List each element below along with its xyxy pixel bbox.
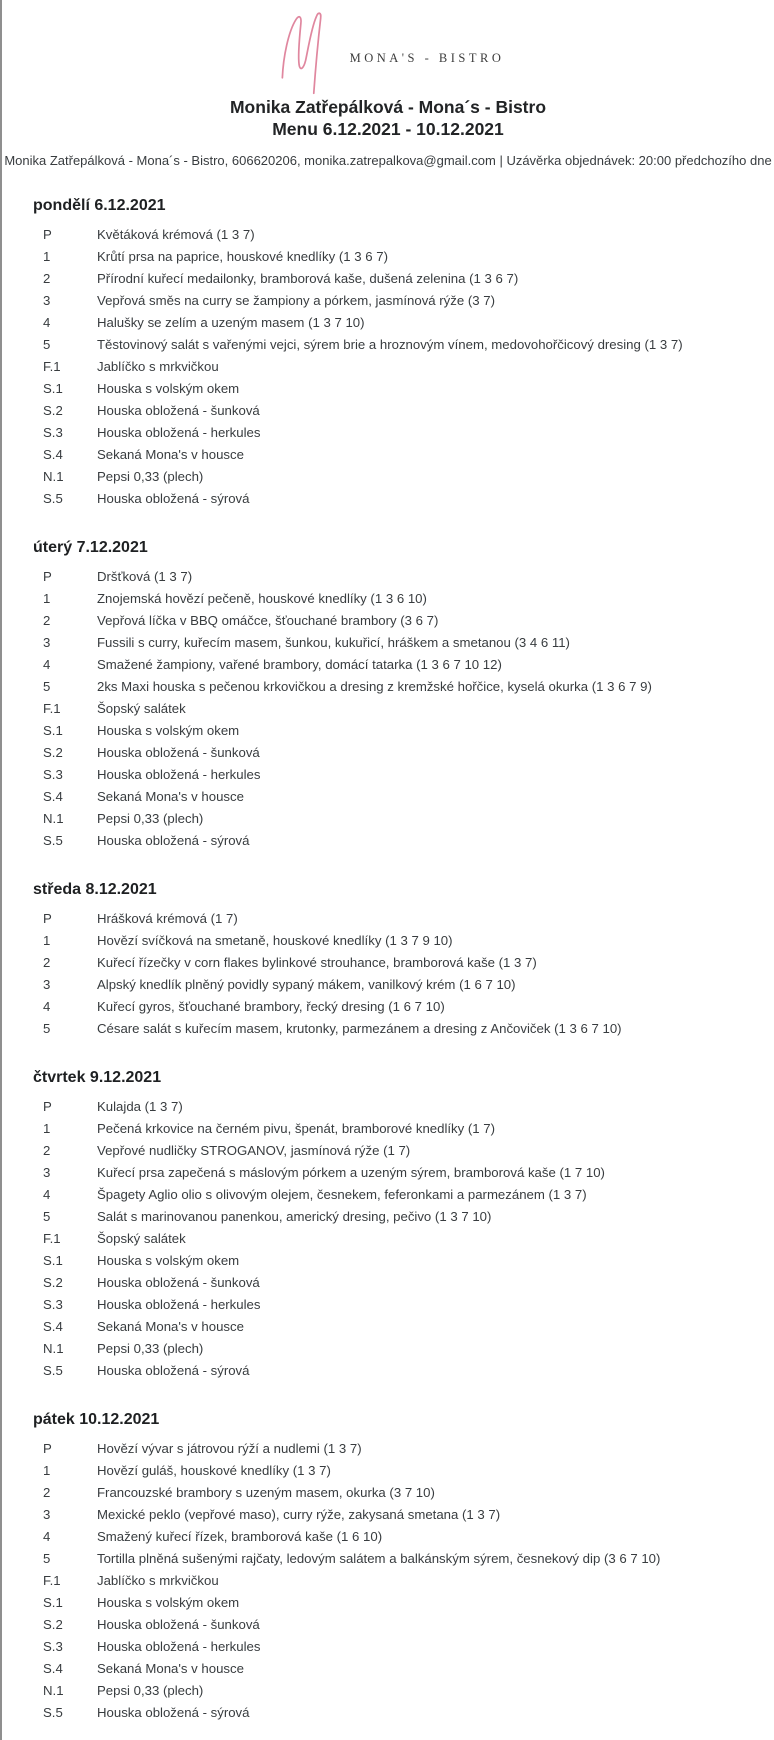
menu-row-code: S.3 bbox=[43, 425, 63, 440]
menu-row bbox=[33, 764, 764, 786]
menu-row-text: Houska obložená - šunková bbox=[97, 403, 260, 418]
menu-row-code: 3 bbox=[43, 635, 51, 650]
menu-row bbox=[33, 654, 764, 676]
menu-row-text: Pepsi 0,33 (plech) bbox=[97, 1341, 204, 1356]
menu-row bbox=[33, 1504, 764, 1526]
menu-row-code: 4 bbox=[43, 657, 51, 672]
menu-row-text: Špagety Aglio olio s olivovým olejem, česnekem, feferonkami a parmezánem (1 3 7) bbox=[97, 1187, 587, 1202]
menu-row-text: Houska obložená - šunková bbox=[97, 1617, 260, 1632]
menu-row-code: P bbox=[43, 227, 52, 242]
menu-row-code: 4 bbox=[43, 315, 51, 330]
menu-row-code: S.4 bbox=[43, 1319, 63, 1334]
menu-row bbox=[33, 1702, 764, 1724]
menu-row bbox=[33, 786, 764, 808]
menu-row-text: Kuřecí gyros, šťouchané brambory, řecký dresing (1 6 7 10) bbox=[97, 999, 445, 1014]
menu-row-text: Houska obložená - sýrová bbox=[97, 1363, 250, 1378]
menu-row-text: 2ks Maxi houska s pečenou krkovičkou a dresing z kremžské hořčice, kyselá okurka (1 3 6 7 9) bbox=[97, 679, 652, 694]
menu-row-code: S.2 bbox=[43, 1275, 63, 1290]
menu-row-code: S.3 bbox=[43, 1639, 63, 1654]
menu-row-text: Houska obložená - herkules bbox=[97, 1297, 261, 1312]
menu-row-code: 5 bbox=[43, 1551, 51, 1566]
page-title: Monika Zatřepálková - Mona´s - Bistro bbox=[229, 97, 547, 117]
menu-row-code: 2 bbox=[43, 955, 51, 970]
day-section bbox=[2, 1410, 774, 1724]
menu-row bbox=[33, 268, 764, 290]
menu-row-text: Těstovinový salát s vařenými vejci, sýrem brie a hroznovým vínem, medovohořčicový dresing (1 3 7) bbox=[97, 337, 683, 352]
menu-row-code: 1 bbox=[43, 249, 51, 264]
menu-row-code: F.1 bbox=[43, 1573, 61, 1588]
title-block bbox=[2, 96, 774, 140]
menu-row-text: Sekaná Mona's v housce bbox=[97, 1319, 244, 1334]
menu-row bbox=[33, 1460, 764, 1482]
menu-row-text: Smažené žampiony, vařené brambory, domácí tatarka (1 3 6 7 10 12) bbox=[97, 657, 502, 672]
day-section bbox=[2, 880, 774, 1040]
days-container bbox=[2, 196, 774, 1724]
menu-row-text: Hovězí guláš, houskové knedlíky (1 3 7) bbox=[97, 1463, 331, 1478]
menu-row bbox=[33, 830, 764, 852]
menu-row-text: Šopský salátek bbox=[97, 701, 186, 716]
menu-row bbox=[33, 1162, 764, 1184]
menu-row-code: 4 bbox=[43, 1529, 51, 1544]
menu-row-code: S.4 bbox=[43, 1661, 63, 1676]
menu-row-code: 3 bbox=[43, 977, 51, 992]
menu-row bbox=[33, 808, 764, 830]
menu-row-text: Houska obložená - šunková bbox=[97, 1275, 260, 1290]
menu-row bbox=[33, 334, 764, 356]
day-rows bbox=[33, 566, 764, 852]
menu-row bbox=[33, 1228, 764, 1250]
menu-row-text: Fussili s curry, kuřecím masem, šunkou, kukuřicí, hráškem a smetanou (3 4 6 11) bbox=[97, 635, 570, 650]
menu-row bbox=[33, 996, 764, 1018]
day-header: středa 8.12.2021 bbox=[33, 881, 157, 898]
menu-row-code: S.4 bbox=[43, 447, 63, 462]
day-section bbox=[2, 1068, 774, 1382]
menu-row bbox=[33, 444, 764, 466]
menu-row bbox=[33, 312, 764, 334]
menu-row bbox=[33, 588, 764, 610]
menu-row-code: S.3 bbox=[43, 767, 63, 782]
menu-row bbox=[33, 1140, 764, 1162]
menu-row-text: Kuřecí prsa zapečená s máslovým pórkem a uzeným sýrem, bramborová kaše (1 7 10) bbox=[97, 1165, 605, 1180]
menu-row-code: P bbox=[43, 1099, 52, 1114]
menu-row-text: Hrášková krémová (1 7) bbox=[97, 911, 238, 926]
menu-row bbox=[33, 952, 764, 974]
menu-row-text: Houska obložená - sýrová bbox=[97, 491, 250, 506]
menu-row-text: Houska s volským okem bbox=[97, 723, 240, 738]
menu-row-text: Jablíčko s mrkvičkou bbox=[97, 359, 219, 374]
menu-row-code: N.1 bbox=[43, 811, 64, 826]
menu-row bbox=[33, 1338, 764, 1360]
menu-row bbox=[33, 1548, 764, 1570]
menu-row bbox=[33, 1018, 764, 1040]
menu-row-code: 5 bbox=[43, 1209, 51, 1224]
menu-row bbox=[33, 1206, 764, 1228]
menu-row-code: 1 bbox=[43, 933, 51, 948]
menu-row-code: S.2 bbox=[43, 1617, 63, 1632]
menu-row-code: F.1 bbox=[43, 1231, 61, 1246]
menu-row-code: 4 bbox=[43, 999, 51, 1014]
menu-row bbox=[33, 1184, 764, 1206]
logo bbox=[2, 0, 774, 94]
menu-row-code: S.5 bbox=[43, 1363, 63, 1378]
menu-row-text: Alpský knedlík plněný povidly sypaný mákem, vanilkový krém (1 6 7 10) bbox=[97, 977, 516, 992]
menu-row-text: Francouzské brambory s uzeným masem, okurka (3 7 10) bbox=[97, 1485, 435, 1500]
menu-row-code: F.1 bbox=[43, 701, 61, 716]
menu-row-code: 4 bbox=[43, 1187, 51, 1202]
menu-row-code: 5 bbox=[43, 337, 51, 352]
menu-row bbox=[33, 1438, 764, 1460]
menu-row-code: 5 bbox=[43, 679, 51, 694]
menu-row bbox=[33, 1272, 764, 1294]
menu-row bbox=[33, 1658, 764, 1680]
menu-row bbox=[33, 632, 764, 654]
menu-row-text: Houska obložená - šunková bbox=[97, 745, 260, 760]
menu-row bbox=[33, 566, 764, 588]
menu-row-code: S.1 bbox=[43, 1595, 63, 1610]
menu-row bbox=[33, 1614, 764, 1636]
menu-row bbox=[33, 378, 764, 400]
day-header: čtvrtek 9.12.2021 bbox=[33, 1069, 162, 1086]
menu-row-code: 3 bbox=[43, 1165, 51, 1180]
day-header: pátek 10.12.2021 bbox=[33, 1411, 160, 1428]
menu-row-text: Houska obložená - herkules bbox=[97, 425, 261, 440]
menu-row-text: Césare salát s kuřecím masem, krutonky, parmezánem a dresing z Ančoviček (1 3 6 7 10) bbox=[97, 1021, 622, 1036]
menu-row bbox=[33, 1294, 764, 1316]
menu-row bbox=[33, 422, 764, 444]
logo-text: MONA'S - BISTRO bbox=[349, 50, 505, 65]
menu-row-code: S.5 bbox=[43, 491, 63, 506]
menu-row bbox=[33, 1592, 764, 1614]
menu-row bbox=[33, 488, 764, 510]
menu-row bbox=[33, 1680, 764, 1702]
day-rows bbox=[33, 1096, 764, 1382]
menu-row-text: Vepřová líčka v BBQ omáčce, šťouchané brambory (3 6 7) bbox=[97, 613, 439, 628]
menu-row-text: Pepsi 0,33 (plech) bbox=[97, 811, 204, 826]
menu-row-text: Vepřová směs na curry se žampiony a pórkem, jasmínová rýže (3 7) bbox=[97, 293, 495, 308]
menu-row bbox=[33, 1096, 764, 1118]
menu-row-code: 2 bbox=[43, 271, 51, 286]
menu-row-text: Houska obložená - herkules bbox=[97, 767, 261, 782]
menu-row-code: F.1 bbox=[43, 359, 61, 374]
menu-row-text: Pečená krkovice na černém pivu, špenát, bramborové knedlíky (1 7) bbox=[97, 1121, 496, 1136]
menu-row-code: 2 bbox=[43, 1485, 51, 1500]
day-header: úterý 7.12.2021 bbox=[33, 539, 148, 556]
menu-row-text: Kulajda (1 3 7) bbox=[97, 1099, 183, 1114]
menu-row-text: Houska obložená - sýrová bbox=[97, 1705, 250, 1720]
menu-row-code: P bbox=[43, 569, 52, 584]
menu-row-text: Přírodní kuřecí medailonky, bramborová kaše, dušená zelenina (1 3 6 7) bbox=[97, 271, 519, 286]
day-header: pondělí 6.12.2021 bbox=[33, 197, 166, 214]
menu-row-text: Sekaná Mona's v housce bbox=[97, 447, 244, 462]
menu-row bbox=[33, 908, 764, 930]
menu-row-text: Šopský salátek bbox=[97, 1231, 186, 1246]
menu-row bbox=[33, 1118, 764, 1140]
menu-row-text: Houska s volským okem bbox=[97, 1253, 240, 1268]
menu-row bbox=[33, 1250, 764, 1272]
menu-row-text: Tortilla plněná sušenými rajčaty, ledovým salátem a balkánským sýrem, česnekový dip (3 6 7 10) bbox=[97, 1551, 661, 1566]
menu-row-code: 1 bbox=[43, 1121, 51, 1136]
menu-row-text: Jablíčko s mrkvičkou bbox=[97, 1573, 219, 1588]
menu-row-code: S.1 bbox=[43, 723, 63, 738]
menu-row-text: Houska obložená - sýrová bbox=[97, 833, 250, 848]
menu-row-code: S.5 bbox=[43, 1705, 63, 1720]
menu-row bbox=[33, 290, 764, 312]
menu-row bbox=[33, 466, 764, 488]
menu-row bbox=[33, 1316, 764, 1338]
menu-row bbox=[33, 610, 764, 632]
menu-row-code: S.4 bbox=[43, 789, 63, 804]
menu-row-text: Halušky se zelím a uzeným masem (1 3 7 10) bbox=[97, 315, 365, 330]
menu-row-code: S.3 bbox=[43, 1297, 63, 1312]
menu-row-text: Pepsi 0,33 (plech) bbox=[97, 469, 204, 484]
contact-line: Monika Zatřepálková - Mona´s - Bistro, 606620206, monika.zatrepalkova@gmail.com | Uzávěrka objednávek: 20:00 předchozího dne bbox=[4, 153, 772, 168]
menu-row-text: Dršťková (1 3 7) bbox=[97, 569, 193, 584]
menu-row-text: Houska s volským okem bbox=[97, 381, 240, 396]
menu-row bbox=[33, 1360, 764, 1382]
menu-date-range: Menu 6.12.2021 - 10.12.2021 bbox=[272, 119, 504, 139]
menu-row-text: Hovězí vývar s játrovou rýží a nudlemi (1 3 7) bbox=[97, 1441, 362, 1456]
menu-row bbox=[33, 224, 764, 246]
menu-row-text: Houska s volským okem bbox=[97, 1595, 240, 1610]
menu-row-text: Sekaná Mona's v housce bbox=[97, 789, 244, 804]
menu-row-code: N.1 bbox=[43, 1683, 64, 1698]
day-section bbox=[2, 538, 774, 852]
menu-row-text: Houska obložená - herkules bbox=[97, 1639, 261, 1654]
menu-row bbox=[33, 1570, 764, 1592]
menu-row-code: 2 bbox=[43, 613, 51, 628]
menu-row-text: Vepřové nudličky STROGANOV, jasmínová rýže (1 7) bbox=[97, 1143, 411, 1158]
menu-row-code: N.1 bbox=[43, 1341, 64, 1356]
menu-row-code: S.2 bbox=[43, 403, 63, 418]
menu-row-code: 3 bbox=[43, 1507, 51, 1522]
menu-row-text: Sekaná Mona's v housce bbox=[97, 1661, 244, 1676]
menu-row-text: Krůtí prsa na paprice, houskové knedlíky (1 3 6 7) bbox=[97, 249, 389, 264]
menu-row-code: N.1 bbox=[43, 469, 64, 484]
menu-row bbox=[33, 400, 764, 422]
menu-row-code: 3 bbox=[43, 293, 51, 308]
menu-row-text: Květáková krémová (1 3 7) bbox=[97, 227, 255, 242]
menu-row-text: Smažený kuřecí řízek, bramborová kaše (1 6 10) bbox=[97, 1529, 383, 1544]
menu-row-code: 1 bbox=[43, 1463, 51, 1478]
menu-row-code: S.2 bbox=[43, 745, 63, 760]
menu-row-text: Hovězí svíčková na smetaně, houskové knedlíky (1 3 7 9 10) bbox=[97, 933, 453, 948]
menu-row bbox=[33, 742, 764, 764]
menu-row bbox=[33, 698, 764, 720]
menu-row-text: Znojemská hovězí pečeně, houskové knedlíky (1 3 6 10) bbox=[97, 591, 427, 606]
menu-row-code: S.1 bbox=[43, 381, 63, 396]
menu-row bbox=[33, 974, 764, 996]
menu-row-text: Kuřecí řízečky v corn flakes bylinkové strouhance, bramborová kaše (1 3 7) bbox=[97, 955, 537, 970]
menu-row-text: Salát s marinovanou panenkou, americký dresing, pečivo (1 3 7 10) bbox=[97, 1209, 492, 1224]
menu-row bbox=[33, 1482, 764, 1504]
day-rows bbox=[33, 1438, 764, 1724]
menu-row bbox=[33, 1636, 764, 1658]
menu-row-text: Mexické peklo (vepřové maso), curry rýže, zakysaná smetana (1 3 7) bbox=[97, 1507, 501, 1522]
menu-row-code: 1 bbox=[43, 591, 51, 606]
monogram-m-icon bbox=[272, 9, 334, 95]
menu-row-code: 5 bbox=[43, 1021, 51, 1036]
menu-row bbox=[33, 930, 764, 952]
menu-row-code: P bbox=[43, 911, 52, 926]
menu-row-code: S.1 bbox=[43, 1253, 63, 1268]
menu-row-code: 2 bbox=[43, 1143, 51, 1158]
day-rows bbox=[33, 908, 764, 1040]
day-rows bbox=[33, 224, 764, 510]
menu-row bbox=[33, 1526, 764, 1548]
menu-row-code: P bbox=[43, 1441, 52, 1456]
menu-row bbox=[33, 246, 764, 268]
menu-row bbox=[33, 356, 764, 378]
menu-row-text: Pepsi 0,33 (plech) bbox=[97, 1683, 204, 1698]
menu-row-code: S.5 bbox=[43, 833, 63, 848]
menu-row bbox=[33, 720, 764, 742]
day-section bbox=[2, 196, 774, 510]
menu-row bbox=[33, 676, 764, 698]
